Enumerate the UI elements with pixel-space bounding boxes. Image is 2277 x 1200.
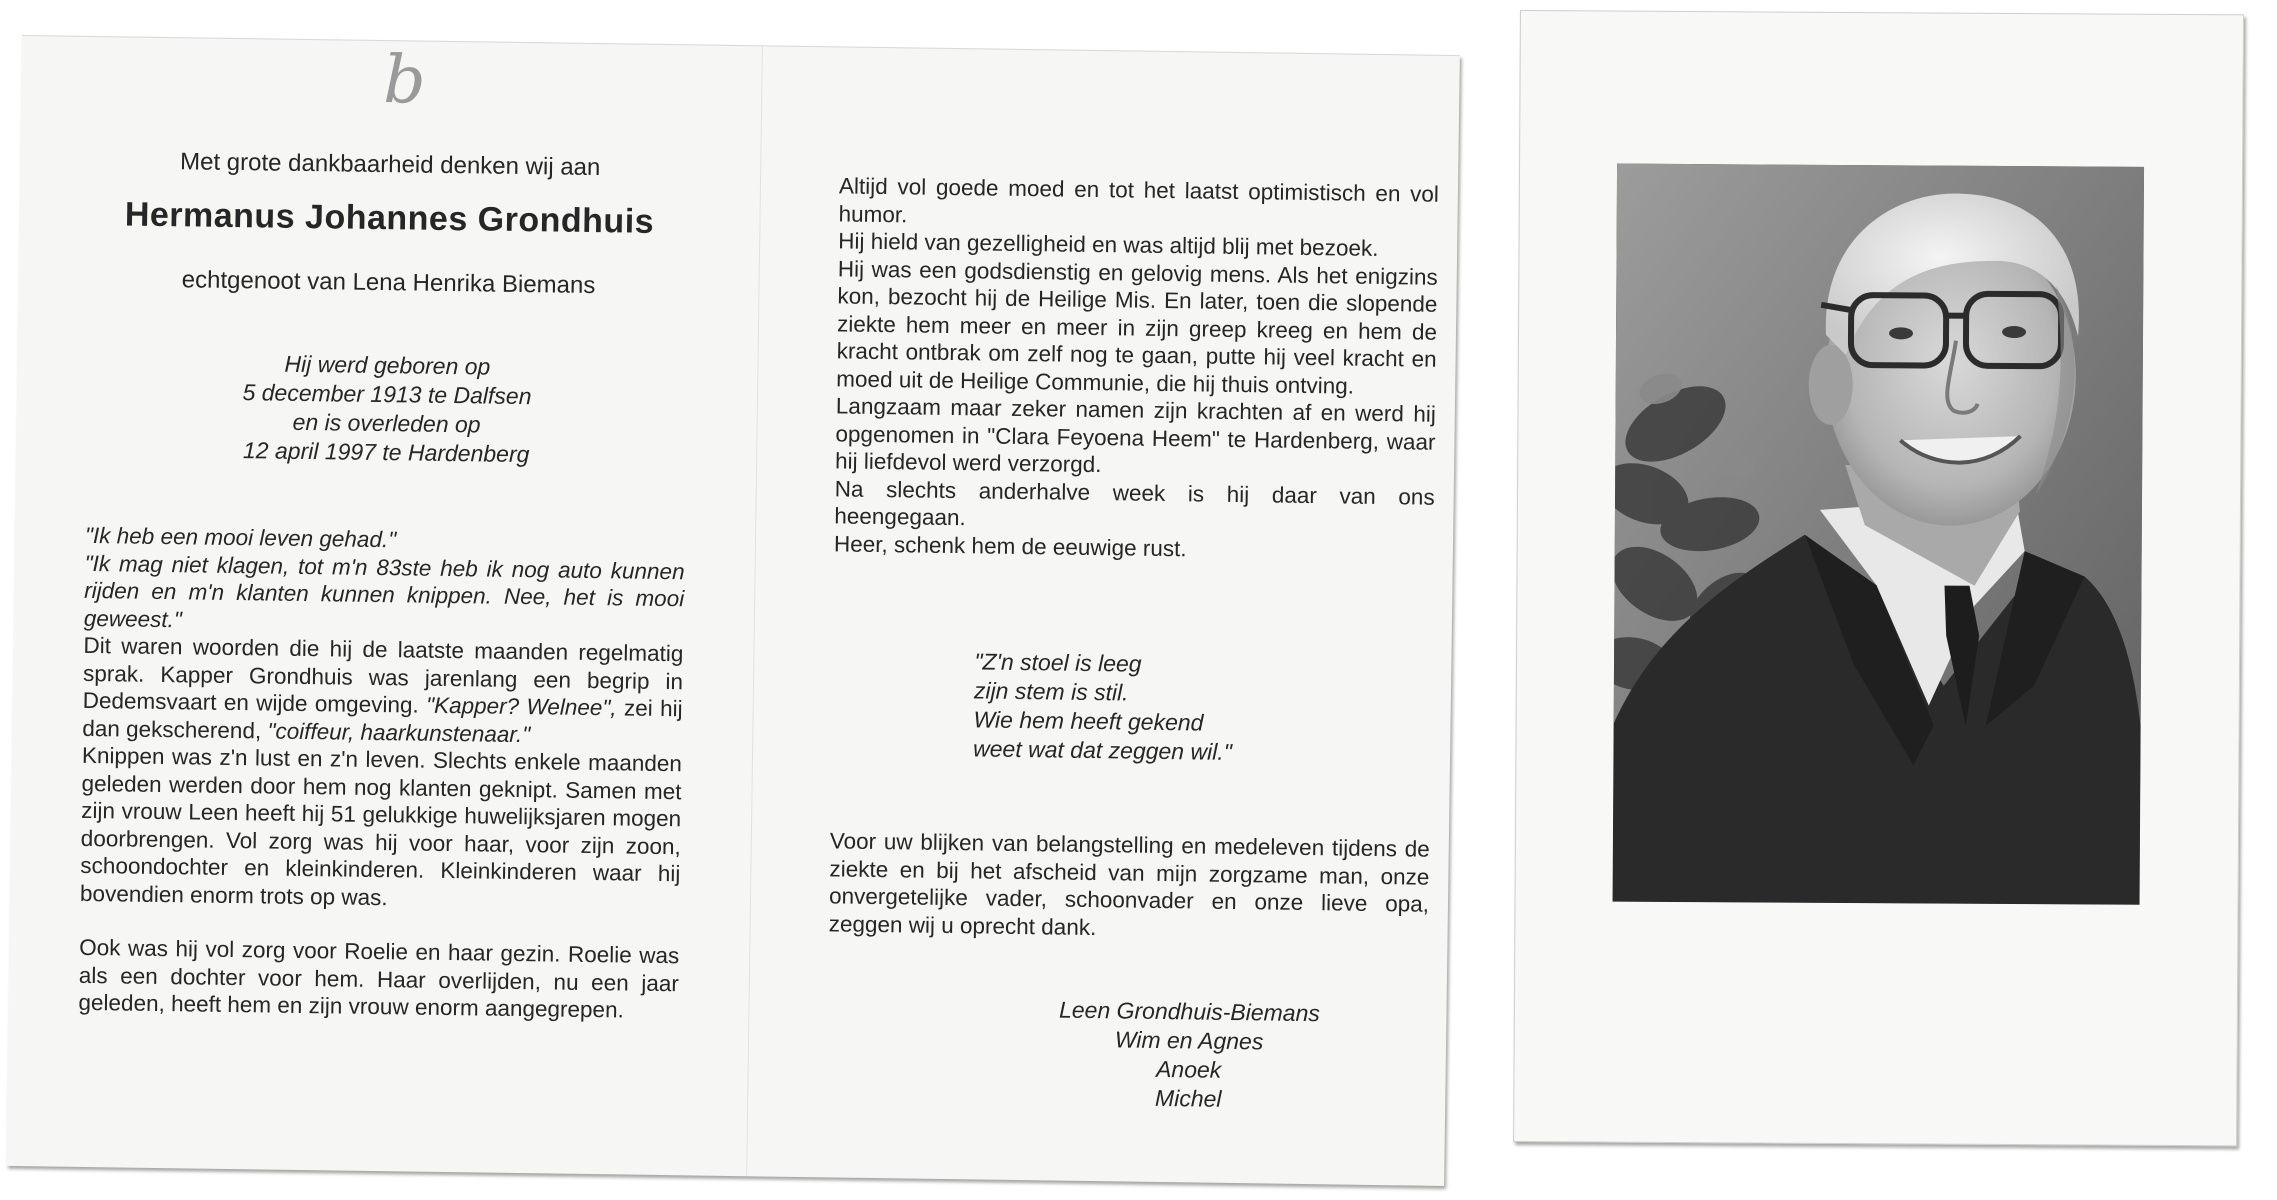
dates-line: 12 april 1997 te Hardenberg <box>242 437 530 468</box>
character-line: Hij was een godsdienstig en gelovig mens. Als het enigzins kon, bezocht hij de Heilige Mis. En later, toen die slopende ziekte hem meer en meer in zijn greep kreeg en hem de kracht ontbrak om zelf nog te gaan, putte hij veel kracht en moed uit de Heilige Communie, die hij thuis ontving. <box>836 255 1438 399</box>
character-text <box>834 172 1439 565</box>
quote: "coiffeur, haarkunstenaar." <box>267 717 531 747</box>
dates-line: 5 december 1913 te Dalfsen <box>242 379 532 410</box>
birth-death-dates <box>76 347 698 472</box>
signature-line: Leen Grondhuis-Biemans <box>1058 996 1321 1027</box>
card-page-right <box>747 46 1460 1186</box>
poem-line: "Z'n stoel is leeg <box>974 648 1142 677</box>
life-story-paragraph <box>80 522 685 915</box>
deceased-name: Hermanus Johannes Grondhuis <box>124 195 655 241</box>
signature-line: Michel <box>1154 1084 1222 1112</box>
character-line: Heer, schenk hem de eeuwige rust. <box>833 530 1187 561</box>
handwritten-mark: b <box>382 41 427 119</box>
life-story-paragraph: Ook was hij vol zorg voor Roelie en haar gezin. Roelie was als een dochter voor hem. Haar overlijden, nu een jaar geleden, heeft hem en zijn vrouw enorm aangegrepen. <box>78 934 680 1023</box>
spouse-line: echtgenoot van Lena Henrika Biemans <box>181 266 596 300</box>
dates-line: Hij werd geboren op <box>284 350 491 380</box>
poem-line: weet wat dat zeggen wil." <box>972 735 1233 765</box>
character-line: Na slechts anderhalve week is hij daar van ons heengegaan. <box>834 475 1435 531</box>
quote: "Ik mag niet klagen, tot m'n 83ste heb ik nog auto kunnen rijden en m'n klanten kunnen knippen. Nee, het is mooi geweest." <box>83 550 685 632</box>
thanks-text: Voor uw blijken van belangstelling en medeleven tijdens de ziekte en bij het afscheid van mijn zorgzame man, onze onvergetelijke vader, schoonvader en onze lieve opa, zeggen wij u oprecht dank. <box>828 828 1430 940</box>
signature-line: Anoek <box>1155 1055 1222 1083</box>
poem-line: Wie hem heeft gekend <box>973 706 1204 736</box>
quote: "Kapper? Welnee", <box>425 692 617 721</box>
character-line: Langzaam maar zeker namen zijn krachten af en werd hij opgenomen in "Clara Feyoena Heem" te Hardenberg, waar hij liefdevol werd verzorgd. <box>834 393 1437 478</box>
text: zei hij dan gekscherend, <box>82 695 683 743</box>
life-story-text <box>78 522 685 1025</box>
portrait-photo-icon <box>1613 164 2144 905</box>
text: Knippen was z'n lust en z'n leven. Slechts enkele maanden geleden werden door hem nog klanten geknipt. Samen met zijn vrouw Leen heeft hij 51 gelukkige huwelijksjaren mogen doorbrengen. Vol zorg was hij voor haar, voor zijn zoon, schoondochter en kleinkinderen. Kleinkinderen waar hij bovendien enorm trots op was. <box>79 742 683 910</box>
card-page-left <box>6 36 762 1176</box>
memorial-card-photo-side <box>1513 10 2244 1146</box>
character-line: Hij hield van gezelligheid en was altijd blij met bezoek. <box>838 228 1379 261</box>
text: Dit waren woorden die hij de laatste maanden regelmatig sprak. Kapper Grondhuis was jarenlang een begrip in Dedemsvaart en wijde omgeving. <box>82 632 684 718</box>
quote: "Ik heb een mooi leven gehad." <box>84 522 397 553</box>
signature-line: Wim en Agnes <box>1114 1026 1264 1055</box>
memorial-card-inside <box>6 35 1460 1186</box>
memorial-poem <box>973 647 1233 767</box>
character-line: Altijd vol goede moed en tot het laatst optimistisch en vol humor. <box>838 173 1440 227</box>
dates-line: en is overleden op <box>292 408 481 438</box>
family-signatures <box>998 995 1380 1116</box>
intro-line: Met grote dankbaarheid denken wij aan <box>179 148 601 182</box>
poem-line: zijn stem is stil. <box>973 677 1129 706</box>
